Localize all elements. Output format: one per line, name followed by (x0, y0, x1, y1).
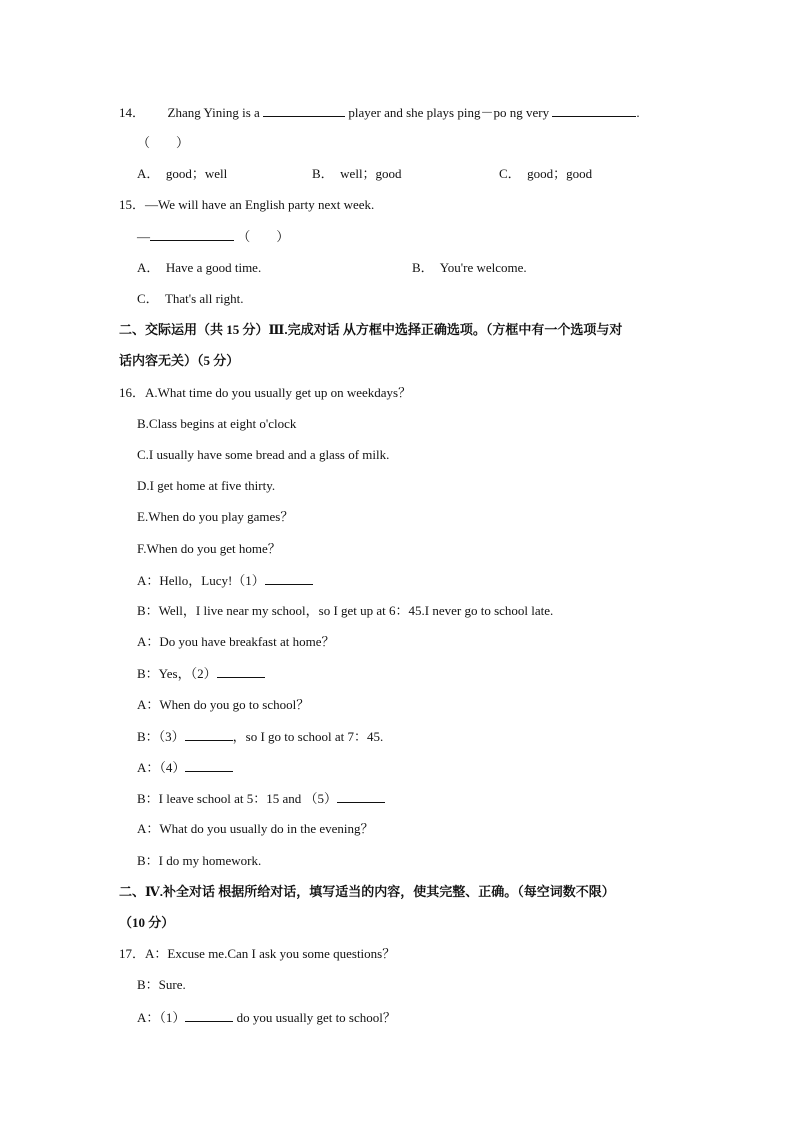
q15-stem-text: —We will have an English party next week. (145, 197, 375, 212)
section2-heading-line1: 二、交际运用（共 15 分）Ⅲ.完成对话 从方框中选择正确选项。（方框中有一个选项与对 (119, 322, 623, 337)
q15-response-line (137, 228, 289, 245)
q14-option-b[interactable] (312, 166, 402, 182)
q14-number: 14． (119, 105, 146, 120)
q15-option-b[interactable] (412, 260, 527, 276)
q16-number: 16． (119, 385, 146, 400)
q17-line1 (119, 946, 395, 962)
dialogue-text: A：Hello，Lucy!（1） (137, 573, 265, 588)
q16-blank-3[interactable] (185, 728, 233, 741)
q16-blank-4[interactable] (185, 759, 233, 772)
option-letter: B． (412, 260, 434, 275)
q15-dash: — (137, 229, 150, 244)
option-letter: B． (312, 166, 334, 181)
option-text: Have a good time. (165, 260, 262, 275)
dialogue-text: A：Excuse me.Can I ask you some questions？ (145, 946, 396, 961)
q15-stem (119, 197, 374, 213)
option-letter: C． (137, 291, 159, 306)
q17-line3 (137, 1009, 396, 1026)
q17-blank-1[interactable] (185, 1009, 233, 1022)
dialogue-text: B：Well，I live near my school，so I get up at 6：45.I never go to school late. (137, 603, 554, 618)
dialogue-line (137, 697, 309, 713)
option-text: good；well (165, 166, 228, 181)
dialogue-text: B：（3） (137, 729, 185, 744)
q14-option-a[interactable] (137, 166, 227, 182)
q15-answer-paren[interactable]: （ ） (237, 229, 290, 244)
q17-line2: B：Sure. (137, 977, 186, 992)
dialogue-text: do you usually get to school？ (236, 1010, 396, 1025)
q14-stem (119, 104, 640, 121)
dialogue-text: A：Do you have breakfast at home？ (137, 634, 335, 649)
q16-blank-1[interactable] (265, 572, 313, 585)
q16-choice-c: C.I usually have some bread and a glass of milk. (137, 447, 390, 462)
q16-choice-b: B.Class begins at eight o'clock (137, 416, 297, 431)
dialogue-line (137, 790, 385, 807)
dialogue-line (137, 759, 233, 776)
dialogue-text: B：Yes，（2） (137, 666, 217, 681)
section2-heading-line2: 话内容无关）（5 分） (119, 353, 240, 368)
option-text: well；good (340, 166, 402, 181)
choice-text: A.What time do you usually get up on weekdays？ (145, 385, 412, 400)
dialogue-text: ，so I go to school at 7：45. (232, 729, 384, 744)
q15-number: 15． (119, 197, 146, 212)
q14-stem-part2: player and she plays ping－po ng very (348, 105, 550, 120)
dialogue-text: A：When do you go to school？ (137, 697, 310, 712)
option-text: good；good (527, 166, 593, 181)
option-text: That's all right. (164, 291, 244, 306)
q14-blank-2[interactable] (552, 104, 636, 117)
q16-choice-f: F.When do you get home？ (137, 541, 281, 556)
dialogue-line (137, 821, 374, 837)
q15-option-c[interactable] (137, 291, 243, 307)
q14-answer-paren[interactable]: （ ） (137, 135, 190, 150)
q15-option-a[interactable] (137, 260, 261, 276)
dialogue-line (137, 728, 383, 745)
option-letter: C． (499, 166, 521, 181)
dialogue-line (137, 665, 265, 682)
dialogue-text: A：（4） (137, 760, 186, 775)
q14-blank-1[interactable] (263, 104, 345, 117)
q14-stem-end: . (636, 105, 640, 120)
dialogue-line (137, 572, 313, 589)
q16-choice-d: D.I get home at five thirty. (137, 478, 276, 493)
option-letter: A． (137, 166, 160, 181)
section3-heading-line1: 二、Ⅳ.补全对话 根据所给对话，填写适当的内容，使其完整、正确。（每空词数不限） (119, 884, 615, 899)
q16-blank-2[interactable] (217, 665, 265, 678)
q16-blank-5[interactable] (337, 790, 385, 803)
q17-number: 17． (119, 946, 146, 961)
q16-choice-a (119, 385, 411, 401)
dialogue-line (137, 634, 334, 650)
option-letter: A． (137, 260, 160, 275)
q15-blank[interactable] (150, 228, 234, 241)
option-text: You're welcome. (439, 260, 527, 275)
q14-option-c[interactable] (499, 166, 592, 182)
section3-heading-line2: （10 分） (119, 915, 175, 930)
q16-choice-e: E.When do you play games？ (137, 509, 294, 524)
q14-stem-part1: Zhang Yining is a (167, 105, 260, 120)
dialogue-line (137, 853, 261, 869)
dialogue-text: B：I leave school at 5：15 and （5） (137, 791, 338, 806)
dialogue-text: A：（1） (137, 1010, 186, 1025)
dialogue-text: A：What do you usually do in the evening？ (137, 821, 374, 836)
dialogue-text: B：I do my homework. (137, 853, 262, 868)
dialogue-line (137, 603, 553, 619)
